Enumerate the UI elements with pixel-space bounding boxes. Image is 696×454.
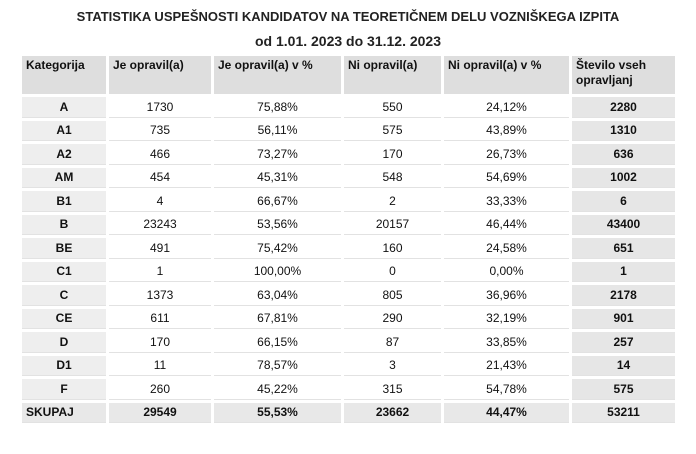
- je-opravil-cell: 1730: [109, 97, 211, 118]
- kategorija-cell: A2: [22, 144, 106, 165]
- ni-opravil-cell: 20157: [344, 215, 441, 236]
- stevilo-vseh-cell: 1002: [572, 168, 675, 189]
- je-opravil-cell: 491: [109, 238, 211, 259]
- je-opravil-cell: 260: [109, 379, 211, 400]
- stevilo-vseh-cell: 2178: [572, 285, 675, 306]
- je-opravil-pct-cell: 56,11%: [214, 121, 341, 142]
- je-opravil-pct-cell: 67,81%: [214, 309, 341, 330]
- kategorija-cell: C: [22, 285, 106, 306]
- ni-opravil-pct-cell: 26,73%: [444, 144, 569, 165]
- stevilo-vseh-cell: 636: [572, 144, 675, 165]
- stevilo-vseh-cell: 6: [572, 191, 675, 212]
- je-opravil-pct-cell: 63,04%: [214, 285, 341, 306]
- kategorija-cell: B: [22, 215, 106, 236]
- ni-opravil-pct-cell: 54,69%: [444, 168, 569, 189]
- table-row: [22, 97, 675, 118]
- table-row: [22, 285, 675, 306]
- kategorija-cell: D: [22, 332, 106, 353]
- table-row: [22, 121, 675, 142]
- ni-opravil-pct-cell: 21,43%: [444, 356, 569, 377]
- kategorija-cell: C1: [22, 262, 106, 283]
- kategorija-cell: CE: [22, 309, 106, 330]
- kategorija-cell: A: [22, 97, 106, 118]
- je-opravil-cell: 611: [109, 309, 211, 330]
- stevilo-vseh-cell: 14: [572, 356, 675, 377]
- header-kategorija: Kategorija: [22, 56, 106, 94]
- ni-opravil-cell: 0: [344, 262, 441, 283]
- statistics-table: [19, 53, 678, 426]
- header-row: [22, 56, 675, 94]
- summary-stevilo-vseh-cell: 53211: [572, 403, 675, 424]
- ni-opravil-pct-cell: 36,96%: [444, 285, 569, 306]
- je-opravil-pct-cell: 75,88%: [214, 97, 341, 118]
- kategorija-cell: B1: [22, 191, 106, 212]
- je-opravil-cell: 735: [109, 121, 211, 142]
- document-title: STATISTIKA USPEŠNOSTI KANDIDATOV NA TEORETIČNEM DELU VOZNIŠKEGA IZPITA: [76, 9, 620, 24]
- summary-je-opravil-pct-cell: 55,53%: [214, 403, 341, 424]
- date-range: od 1.01. 2023 do 31.12. 2023: [254, 33, 441, 49]
- table-row: [22, 356, 675, 377]
- je-opravil-pct-cell: 66,15%: [214, 332, 341, 353]
- ni-opravil-pct-cell: 54,78%: [444, 379, 569, 400]
- ni-opravil-pct-cell: 24,58%: [444, 238, 569, 259]
- summary-kategorija-cell: SKUPAJ: [22, 403, 106, 424]
- kategorija-cell: BE: [22, 238, 106, 259]
- je-opravil-pct-cell: 45,31%: [214, 168, 341, 189]
- je-opravil-pct-cell: 53,56%: [214, 215, 341, 236]
- ni-opravil-cell: 548: [344, 168, 441, 189]
- table-row: [22, 379, 675, 400]
- stevilo-vseh-cell: 43400: [572, 215, 675, 236]
- header-je-opravil: Je opravil(a): [109, 56, 211, 94]
- kategorija-cell: D1: [22, 356, 106, 377]
- ni-opravil-cell: 2: [344, 191, 441, 212]
- ni-opravil-cell: 315: [344, 379, 441, 400]
- kategorija-cell: AM: [22, 168, 106, 189]
- je-opravil-pct-cell: 66,67%: [214, 191, 341, 212]
- ni-opravil-cell: 160: [344, 238, 441, 259]
- header-ni-opravil-pct: Ni opravil(a) v %: [444, 56, 569, 94]
- je-opravil-pct-cell: 73,27%: [214, 144, 341, 165]
- table-row: [22, 309, 675, 330]
- je-opravil-cell: 23243: [109, 215, 211, 236]
- kategorija-cell: A1: [22, 121, 106, 142]
- table-row: [22, 144, 675, 165]
- je-opravil-cell: 1: [109, 262, 211, 283]
- ni-opravil-cell: 805: [344, 285, 441, 306]
- je-opravil-pct-cell: 78,57%: [214, 356, 341, 377]
- ni-opravil-pct-cell: 33,33%: [444, 191, 569, 212]
- stevilo-vseh-cell: 901: [572, 309, 675, 330]
- table-row: [22, 191, 675, 212]
- je-opravil-pct-cell: 45,22%: [214, 379, 341, 400]
- table-row: [22, 332, 675, 353]
- table-row: [22, 215, 675, 236]
- je-opravil-cell: 4: [109, 191, 211, 212]
- table-row: [22, 168, 675, 189]
- je-opravil-cell: 1373: [109, 285, 211, 306]
- je-opravil-cell: 466: [109, 144, 211, 165]
- ni-opravil-pct-cell: 33,85%: [444, 332, 569, 353]
- stevilo-vseh-cell: 2280: [572, 97, 675, 118]
- summary-ni-opravil-pct-cell: 44,47%: [444, 403, 569, 424]
- summary-row: [22, 403, 675, 424]
- table-row: [22, 262, 675, 283]
- header-ni-opravil: Ni opravil(a): [344, 56, 441, 94]
- stevilo-vseh-cell: 651: [572, 238, 675, 259]
- summary-ni-opravil-cell: 23662: [344, 403, 441, 424]
- je-opravil-pct-cell: 100,00%: [214, 262, 341, 283]
- je-opravil-cell: 454: [109, 168, 211, 189]
- kategorija-cell: F: [22, 379, 106, 400]
- ni-opravil-cell: 3: [344, 356, 441, 377]
- stevilo-vseh-cell: 1310: [572, 121, 675, 142]
- summary-je-opravil-cell: 29549: [109, 403, 211, 424]
- table-row: [22, 238, 675, 259]
- je-opravil-cell: 11: [109, 356, 211, 377]
- ni-opravil-pct-cell: 0,00%: [444, 262, 569, 283]
- header-stevilo-vseh: Število vseh opravljanj: [572, 56, 675, 94]
- ni-opravil-cell: 290: [344, 309, 441, 330]
- ni-opravil-pct-cell: 32,19%: [444, 309, 569, 330]
- ni-opravil-pct-cell: 24,12%: [444, 97, 569, 118]
- stevilo-vseh-cell: 575: [572, 379, 675, 400]
- stevilo-vseh-cell: 1: [572, 262, 675, 283]
- ni-opravil-cell: 550: [344, 97, 441, 118]
- ni-opravil-cell: 575: [344, 121, 441, 142]
- ni-opravil-pct-cell: 46,44%: [444, 215, 569, 236]
- ni-opravil-cell: 87: [344, 332, 441, 353]
- ni-opravil-pct-cell: 43,89%: [444, 121, 569, 142]
- stevilo-vseh-cell: 257: [572, 332, 675, 353]
- je-opravil-pct-cell: 75,42%: [214, 238, 341, 259]
- je-opravil-cell: 170: [109, 332, 211, 353]
- header-je-opravil-pct: Je opravil(a) v %: [214, 56, 341, 94]
- ni-opravil-cell: 170: [344, 144, 441, 165]
